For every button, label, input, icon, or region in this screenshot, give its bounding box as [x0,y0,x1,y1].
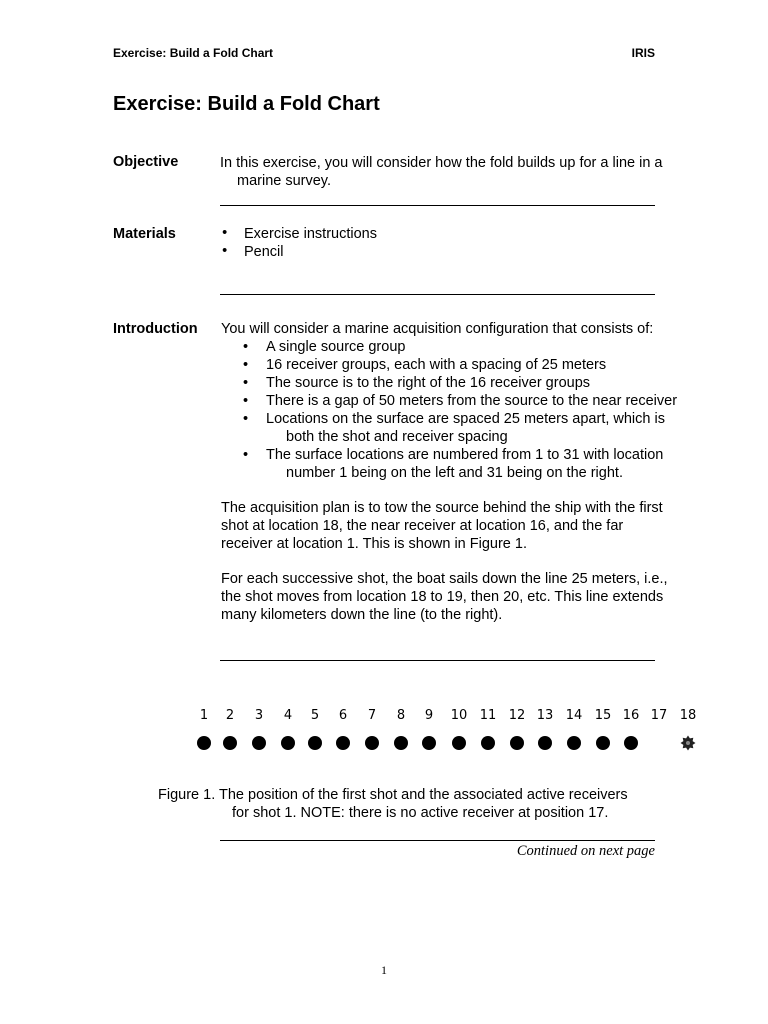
receiver-dot [308,736,322,750]
location-number: 16 [622,708,640,723]
objective-line: In this exercise, you will consider how the fold builds up for a line in a [220,155,663,171]
paragraph-line: For each successive shot, the boat sails down the line 25 meters, i.e., [221,571,668,587]
receiver-dot [197,736,211,750]
list-item [221,356,701,374]
receiver-dot [223,736,237,750]
paragraph-line: The acquisition plan is to tow the source behind the ship with the first [221,500,663,516]
location-number: 3 [254,708,264,723]
receiver-dot [510,736,524,750]
running-header-label: IRIS [631,46,655,60]
bullet-text: • Locations on the surface are spaced 25 meters apart, which is [266,411,665,427]
list-item: • Pencil [220,243,377,261]
introduction-lead: You will consider a marine acquisition configuration that consists of: [221,321,654,337]
page-title: Exercise: Build a Fold Chart [113,93,380,115]
section-divider [220,660,655,661]
section-divider [220,205,655,206]
location-number: 7 [367,708,377,723]
receiver-dot [481,736,495,750]
bullet-text: number 1 being on the left and 31 being on the right. [286,465,623,481]
location-number: 10 [450,708,468,723]
receiver-dot [336,736,350,750]
successive-shot-paragraph [221,570,691,624]
receiver-dot [452,736,466,750]
paragraph-line: the shot moves from location 18 to 19, then 20, etc. This line extends [221,589,664,605]
receiver-dot [624,736,638,750]
location-number: 6 [338,708,348,723]
section-divider [220,294,655,295]
acquisition-plan-paragraph [221,499,691,553]
paragraph-line: receiver at location 1. This is shown in Figure 1. [221,536,527,552]
introduction-bullets [221,338,701,482]
bullet-text: A single source group [266,339,406,355]
receiver-dot [365,736,379,750]
location-number: 12 [508,708,526,723]
receiver-dot [422,736,436,750]
gear-icon [680,735,696,751]
receiver-dot [596,736,610,750]
paragraph-line: shot at location 18, the near receiver at location 16, and the far [221,518,624,534]
location-number: 13 [536,708,554,723]
location-number: 8 [396,708,406,723]
location-number: 14 [565,708,583,723]
objective-text [220,154,690,190]
receiver-dot [567,736,581,750]
figure-caption [158,786,628,822]
list-item [221,338,701,356]
location-number: 11 [479,708,497,723]
receiver-dot [281,736,295,750]
introduction-label: Introduction [113,321,198,337]
location-number: 1 [199,708,209,723]
location-number: 4 [283,708,293,723]
location-number: 9 [424,708,434,723]
materials-label: Materials [113,226,176,242]
bullet-text: • The surface locations are numbered from 1 to 31 with location [266,447,664,463]
caption-line: for shot 1. NOTE: there is no active receiver at position 17. [232,805,609,821]
paragraph-line: many kilometers down the line (to the right). [221,607,503,623]
receiver-dot [538,736,552,750]
list-item [221,410,701,446]
list-item [221,446,701,482]
list-item [221,374,701,392]
list-item: • Exercise instructions [220,225,377,243]
location-number: 18 [679,708,697,723]
location-number: 15 [594,708,612,723]
objective-label: Objective [113,154,179,170]
bullet-text: There is a gap of 50 meters from the source to the near receiver [266,393,678,409]
bullet-text: 16 receiver groups, each with a spacing of 25 meters [266,357,607,373]
location-number: 5 [310,708,320,723]
caption-line: Figure 1. The position of the first shot and the associated active receivers [158,787,628,803]
running-header-title: Exercise: Build a Fold Chart [113,46,274,60]
receiver-dot [394,736,408,750]
page-number: 1 [381,963,387,977]
location-number: 17 [650,708,668,723]
location-number: 2 [225,708,235,723]
bullet-text: both the shot and receiver spacing [286,429,508,445]
continued-note: Continued on next page [516,843,655,859]
objective-line: marine survey. [237,173,332,189]
receiver-dot [252,736,266,750]
bullet-text: The source is to the right of the 16 receiver groups [266,375,591,391]
section-divider [220,840,655,841]
list-item [221,392,701,410]
materials-list [220,225,377,261]
